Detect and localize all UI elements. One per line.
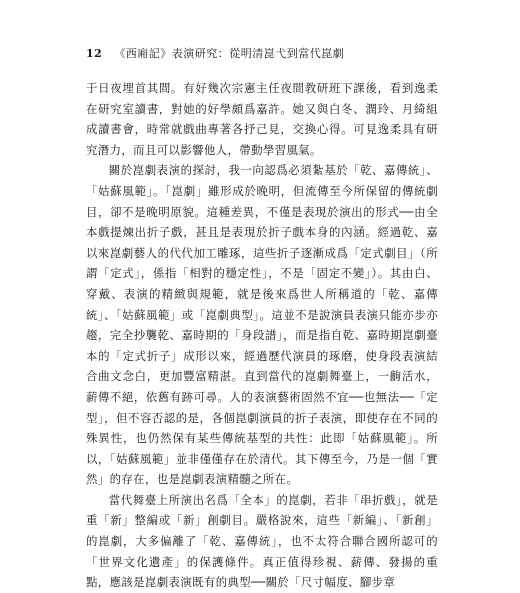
- paragraph: 當代舞臺上所演出名爲「全本」的崑劇，若非「串折戲」，就是重「新」整編或「新」創劇目。嚴格說來，這些「新編」、「新創」的崑劇，大多偏離了「乾、嘉傳統」，也不太符合聯合國所認可的「世界文化遺產」的保護條件。真正值得珍視、薪傳、發揚的重點，應該是崑劇表演既有的典型──關於「尺寸幅度、腳步章: [86, 492, 438, 590]
- body-text: [86, 78, 438, 593]
- running-title: 《西廂記》表演研究：從明清崑弋到當代崑劇: [114, 47, 345, 60]
- page-header: [86, 45, 446, 61]
- paragraph-continued: 于日夜埋首其間。有好幾次宗憲主任夜間教研班下課後，看到逸柔在研究室讀書，對她的好學頗爲嘉許。她又與白冬、潤玲、月綺組成讀書會，時常就戲曲專著各抒己見，交換心得。可見逸柔具有研究潛力，而且可以影響他人，帶動學習風氣。: [86, 81, 438, 157]
- paragraph: 關於崑劇表演的探討，我一向認爲必須紮基於「乾、嘉傳統」、「姑蘇風範」。「崑劇」雖形成於晚明，但流傳至今所保留的傳統劇目，卻不是晚明原貌。這種差異，不僅是表現於演出的形式──由全本戲提煉出折子戲，甚且是表現於折子戲本身的內涵。經過乾、嘉以來崑劇藝人的代代加工雕琢，這些折子逐漸成爲「定式劇目」（所謂「定式」，係指「相對的穩定性」，不是「固定不變」）。其由白、穿戴、表演的精緻與規範，就是後來爲世人所稱道的「乾、嘉傳統」、「姑蘇風範」或「崑劇典型」。這並不是說演員表演只能亦步亦趨，完全抄襲乾、嘉時期的「身段譜」，而是指自乾、嘉時期崑劇臺本的「定式折子」成形以來，經過歷代演員的琢磨，使身段表演結合曲文念白，更加豐富精湛。直到當代的崑劇舞臺上，一齣活水，薪傳不絕，依舊有跡可尋。人的表演藝術固然不宜──也無法──「定型」，但不容否認的是，各個崑劇演員的折子表演，即使存在不同的殊異性，也仍然保有某些傳統基型的共性：此即「姑蘇風範」。所以，「姑蘇風範」並非僅僅存在於清代。其下傳至今，乃是一個「實然」的存在，也是崑劇表演精髓之所在。: [86, 163, 438, 487]
- page-number: 12: [86, 47, 103, 60]
